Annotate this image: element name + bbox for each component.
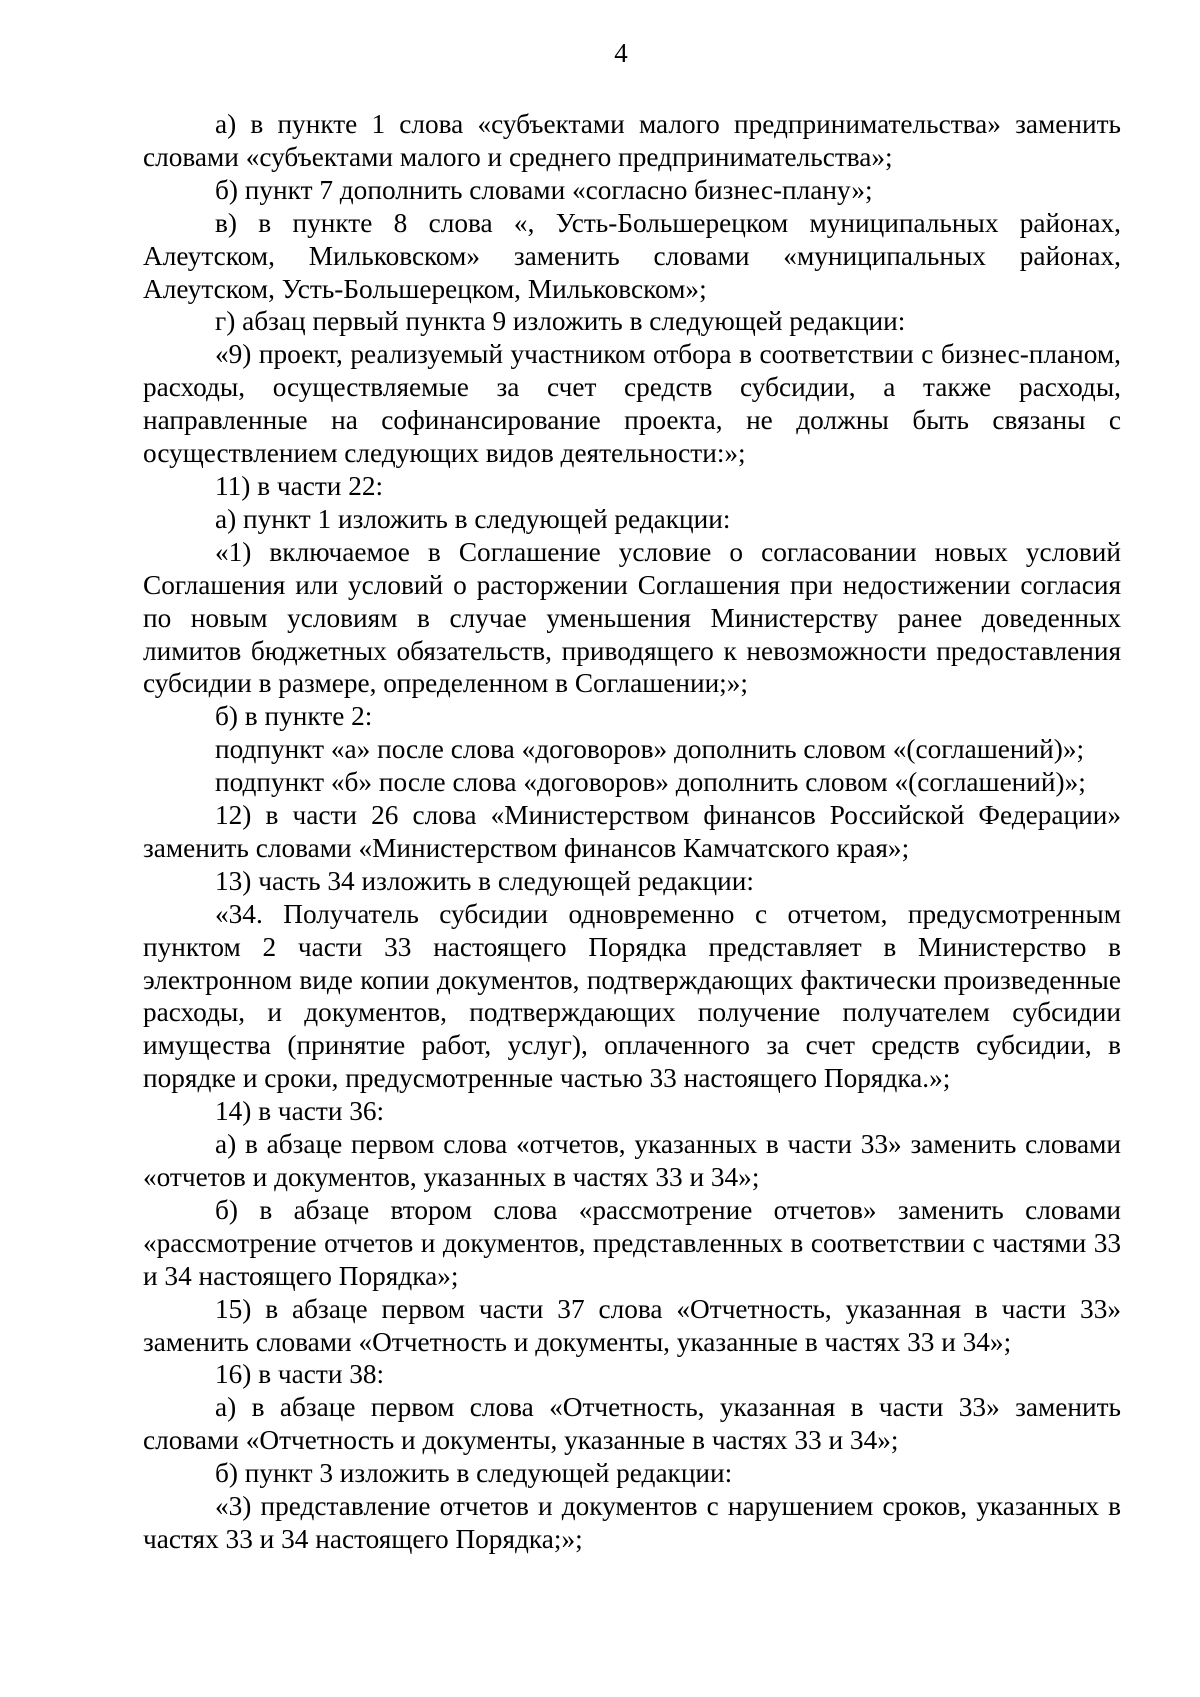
quoted-item-1-text: «1) включаемое в Соглашение условие о согласовании новых условий Соглашения или условий о расторжении Соглашения при недостижении согласия по новым условиям в случае уменьшения Министерству ранее доведенных лимитов бюджетных обязательств, приводящего к невозможности предоставления субсидии в размере, определенном в Соглашении;»;: [143, 536, 1121, 699]
quoted-item-34-text: «34. Получатель субсидии одновременно с отчетом, предусмотренным пунктом 2 части 33 настоящего Порядка представляет в Министерство в электронном виде копии документов, подтверждающих фактически произведенные расходы, и документов, подтверждающих получение получателем субсидии имущества (принятие работ, услуг), оплаченного за счет средств субсидии, в порядке и сроки, предусмотренные частью 33 настоящего Порядка.»;: [143, 898, 1121, 1094]
quoted-item-9-text: «9) проект, реализуемый участником отбора в соответствии с бизнес-планом, расходы, осуществляемые за счет средств субсидии, а также расходы, направленные на софинансирование проекта, не должны быть связаны с осуществлением следующих видов деятельности:»;: [143, 339, 1121, 469]
quoted-item-3-text: «3) представление отчетов и документов с нарушением сроков, указанных в частях 33 и 34 настоящего Порядка;»;: [143, 1491, 1121, 1554]
paragraph-14-heading: 14) в части 36:: [215, 1096, 385, 1127]
paragraph-11-b: б) в пункте 2:: [215, 701, 373, 732]
paragraph-13-heading: 13) часть 34 изложить в следующей редакции:: [215, 865, 754, 896]
subitem-b-text: подпункт «б» после слова «договоров» дополнить словом «(соглашений)»;: [215, 767, 1086, 798]
paragraph-11-heading: 11) в части 22:: [215, 470, 384, 501]
paragraph-16-b: б) пункт 3 изложить в следующей редакции:: [215, 1458, 733, 1489]
paragraph-g-item-9: г) абзац первый пункта 9 изложить в следующей редакции:: [215, 306, 906, 337]
paragraph-b-item-7: б) пункт 7 дополнить словами «согласно бизнес-плану»;: [215, 174, 873, 205]
paragraph-14-b: б) в абзаце втором слова «рассмотрение отчетов» заменить словами «рассмотрение отчетов и документов, представленных в соответствии с частями 33 и 34 настоящего Порядка»;: [143, 1194, 1121, 1291]
paragraph-16-heading: 16) в части 38:: [215, 1359, 385, 1390]
paragraph-11-a: а) пункт 1 изложить в следующей редакции:: [215, 503, 731, 534]
paragraph-14-a: а) в абзаце первом слова «отчетов, указанных в части 33» заменить словами «отчетов и документов, указанных в частях 33 и 34»;: [143, 1129, 1121, 1192]
paragraph-a-item-1: а) в пункте 1 слова «субъектами малого предпринимательства» заменить словами «субъектами малого и среднего предпринимательства»;: [143, 109, 1121, 172]
paragraph-12: 12) в части 26 слова «Министерством финансов Российской Федерации» заменить словами «Министерством финансов Камчатского края»;: [143, 800, 1121, 863]
paragraph-15: 15) в абзаце первом части 37 слова «Отчетность, указанная в части 33» заменить словами «Отчетность и документы, указанные в частях 33 и 34»;: [143, 1293, 1121, 1357]
paragraph-16-a: а) в абзаце первом слова «Отчетность, указанная в части 33» заменить словами «Отчетность и документы, указанные в частях 33 и 34»;: [143, 1392, 1121, 1456]
paragraph-v-item-8: в) в пункте 8 слова «, Усть-Большерецком муниципальных районах, Алеутском, Мильковском» заменить словами «муниципальных районах, Алеутском, Усть-Большерецком, Мильковском»;: [143, 207, 1121, 304]
document-body: [143, 108, 1121, 1556]
page-number: 4: [614, 38, 628, 68]
subitem-a-text: подпункт «а» после слова «договоров» дополнить словом «(соглашений)»;: [215, 734, 1085, 765]
